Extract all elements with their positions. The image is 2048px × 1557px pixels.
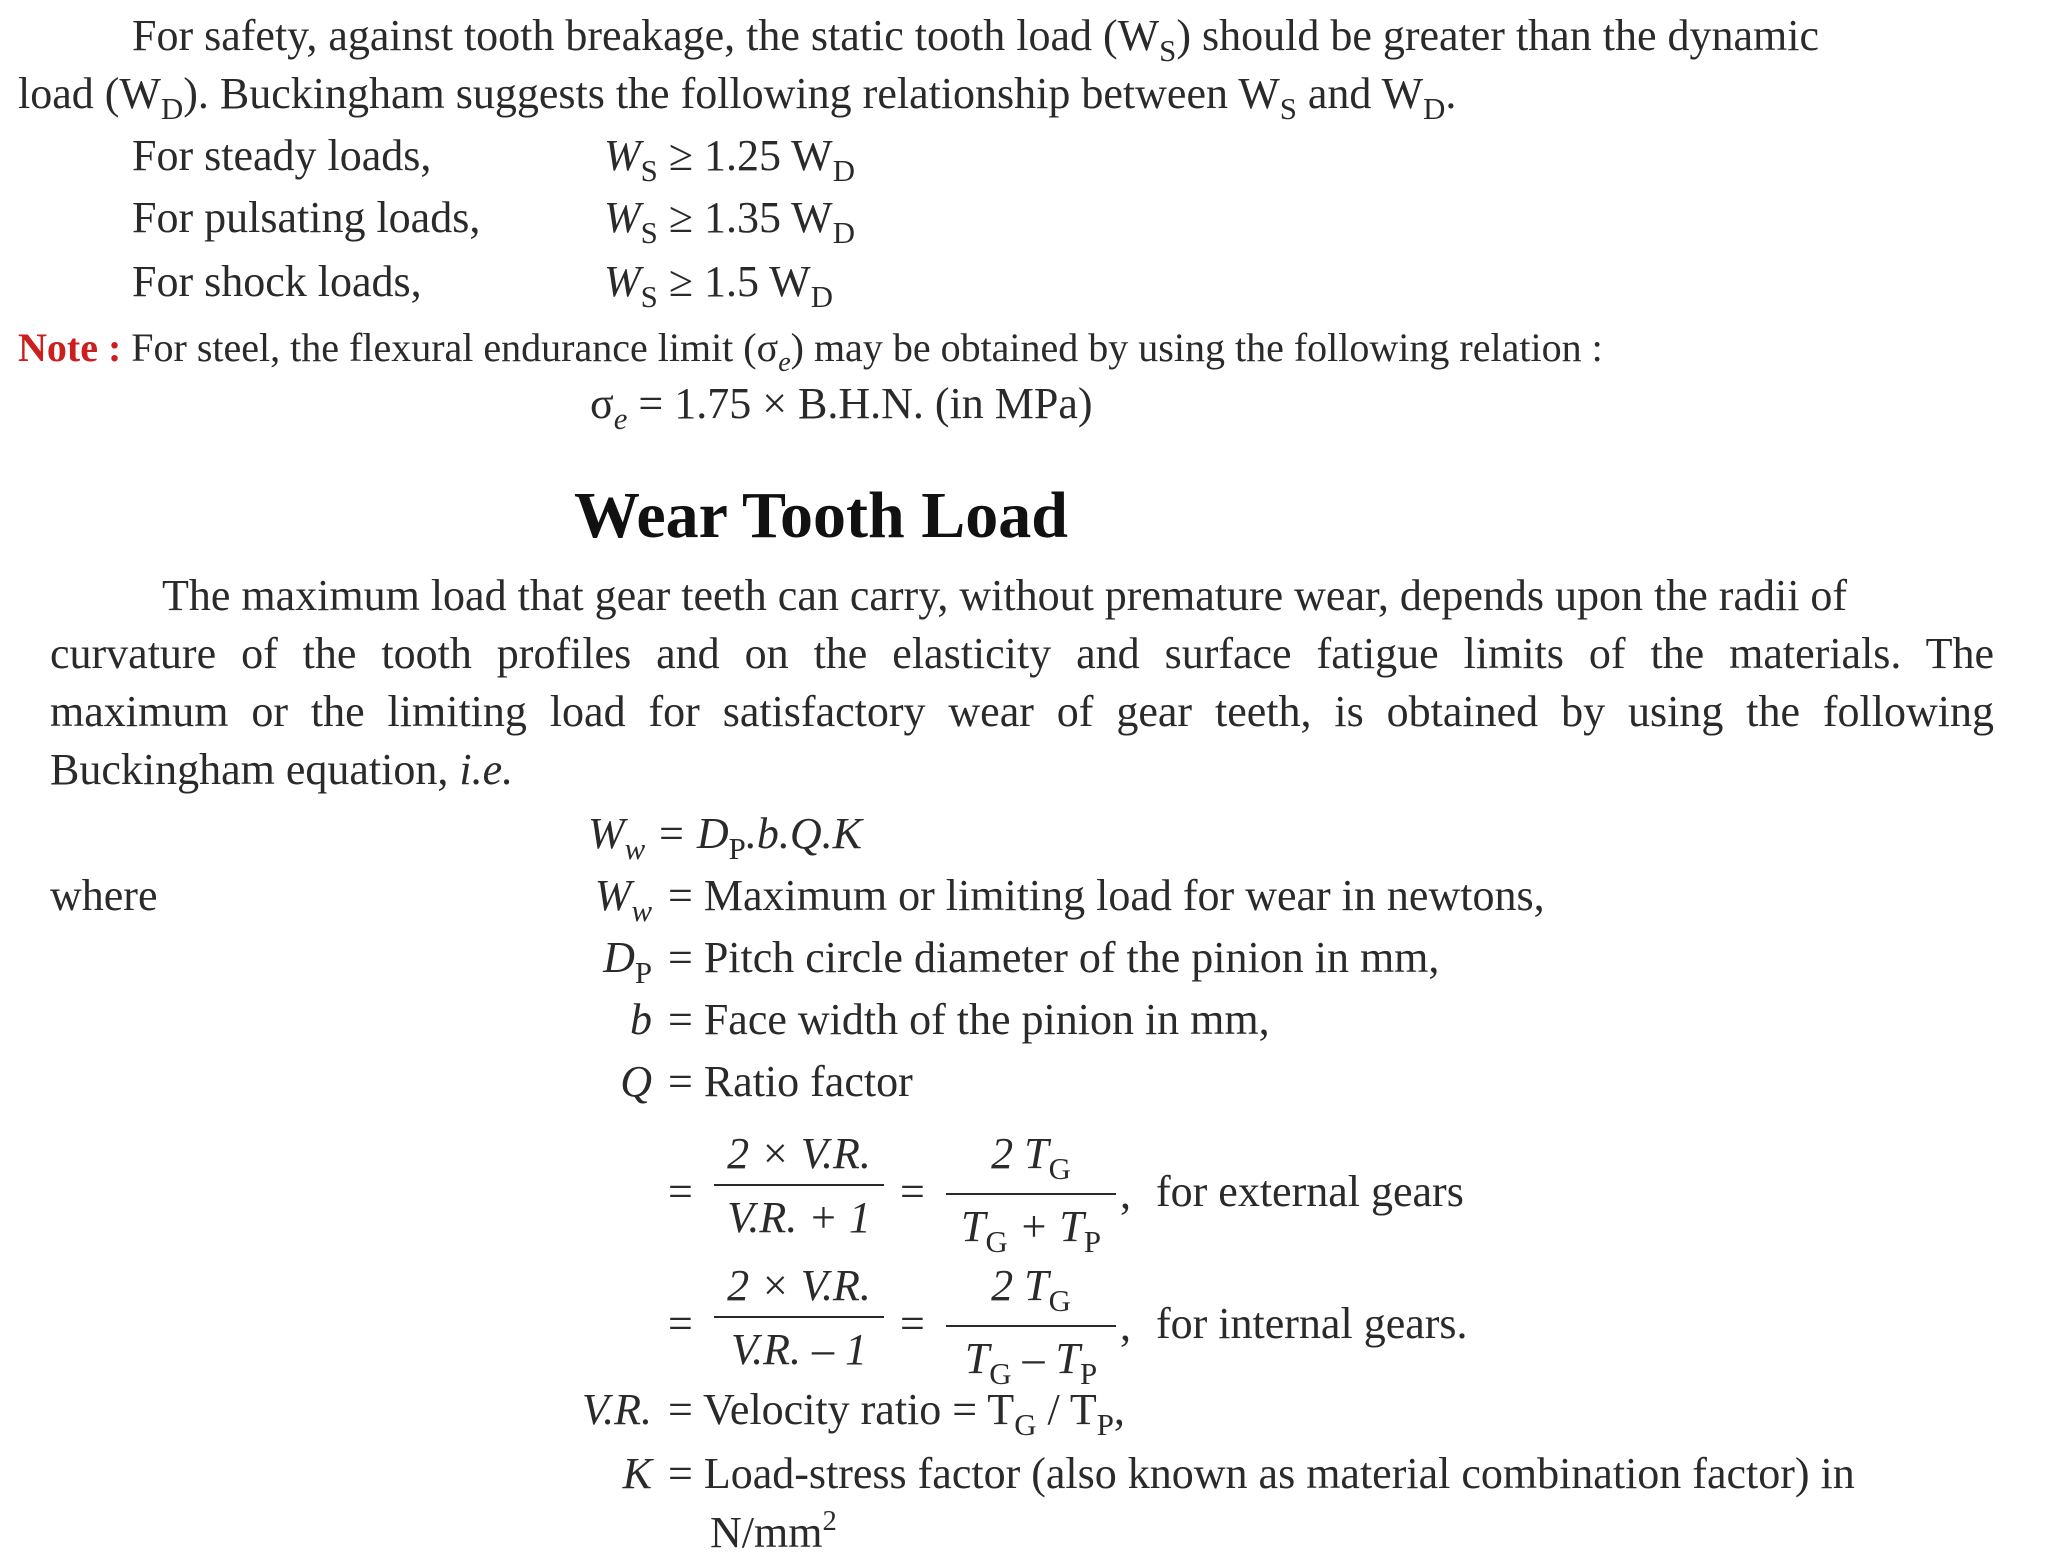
def-text-k: = Load-stress factor (also known as material combination factor) in: [668, 1449, 1855, 1498]
equation-text: = D: [656, 809, 729, 858]
symbol: σ: [590, 379, 614, 428]
internal-fraction-vr: [714, 1261, 884, 1374]
load-label-shock: For shock loads,: [132, 257, 422, 306]
numerator-text: 2 T: [991, 1261, 1049, 1310]
fraction-bar: [946, 1325, 1116, 1327]
subscript: D: [810, 279, 833, 314]
def-symbol-k: [588, 1449, 652, 1498]
load-eq-shock: [604, 257, 833, 314]
paragraph-text: Buckingham equation,: [50, 745, 460, 794]
def-text-dp: = Pitch circle diameter of the pinion in mm,: [668, 933, 1440, 982]
numerator: [946, 1129, 1116, 1186]
subscript: w: [624, 831, 646, 866]
numerator: [946, 1261, 1116, 1318]
intro-text: .: [1445, 69, 1457, 118]
denominator: [946, 1201, 1116, 1259]
symbol: V.R.: [581, 1385, 652, 1434]
paragraph-line-4: [50, 745, 514, 794]
unit-text: N/mm: [710, 1508, 823, 1557]
subscript: S: [640, 215, 658, 250]
fraction-bar: [946, 1193, 1116, 1195]
fraction-bar: [714, 1316, 884, 1318]
def-symbol-q: [588, 1057, 652, 1106]
subscript: D: [160, 91, 184, 126]
numerator: 2 × V.R.: [727, 1129, 871, 1178]
fraction-bar: [714, 1184, 884, 1186]
section-heading: Wear Tooth Load: [574, 479, 1068, 552]
equation-text: = 1.75 × B.H.N. (in MPa): [627, 379, 1093, 428]
numerator-text: 2 T: [991, 1129, 1049, 1178]
external-comma: ,: [1120, 1169, 1131, 1218]
where-label: where: [50, 871, 158, 920]
symbol: b: [630, 995, 652, 1044]
equation-text: .b.Q.K: [745, 809, 862, 858]
subscript: G: [1048, 1151, 1071, 1186]
symbol: W: [604, 257, 641, 306]
relation: ≥ 1.25 W: [657, 131, 833, 180]
load-eq-steady: [604, 131, 855, 188]
intro-line-1: [132, 11, 1819, 68]
subscript: D: [832, 153, 855, 188]
subscript: w: [631, 893, 652, 928]
symbol: D: [603, 933, 635, 982]
symbol: W: [594, 871, 632, 920]
numerator: 2 × V.R.: [727, 1261, 871, 1310]
subscript: P: [1096, 1407, 1114, 1442]
subscript: S: [640, 153, 658, 188]
symbol: Q: [620, 1057, 652, 1106]
definition-text: / T: [1036, 1385, 1097, 1434]
def-text-ww: = Maximum or limiting load for wear in newtons,: [668, 871, 1545, 920]
def-symbol-vr: [560, 1385, 652, 1434]
subscript: S: [1159, 33, 1177, 68]
subscript: P: [1080, 1356, 1098, 1391]
definition-text: ,: [1113, 1385, 1125, 1434]
subscript: G: [985, 1224, 1008, 1259]
relation: ≥ 1.5 W: [657, 257, 811, 306]
subscript: G: [1048, 1283, 1071, 1318]
intro-text: ). Buckingham suggests the following relationship between W: [183, 69, 1280, 118]
subscript: P: [728, 831, 746, 866]
denominator: V.R. – 1: [730, 1325, 868, 1374]
internal-equals-2: =: [900, 1299, 925, 1348]
external-equals: =: [668, 1167, 693, 1216]
def-text-b: = Face width of the pinion in mm,: [668, 995, 1270, 1044]
external-equals-2: =: [900, 1167, 925, 1216]
note-text: For steel, the flexural endurance limit (σ: [131, 325, 779, 370]
subscript: P: [634, 955, 652, 990]
subscript: e: [778, 346, 791, 378]
denominator-text: – T: [1011, 1333, 1081, 1383]
superscript: 2: [822, 1506, 837, 1537]
paragraph-line-1: The maximum load that gear teeth can carry, without premature wear, depends upon the radii of: [162, 571, 1848, 620]
external-gears-label: for external gears: [1156, 1167, 1464, 1216]
intro-text: and W: [1296, 69, 1424, 118]
def-symbol-ww: [588, 871, 652, 928]
load-label-steady: For steady loads,: [132, 131, 432, 180]
paragraph-line-3: maximum or the limiting load for satisfactory wear of gear teeth, is obtained by using the following: [50, 687, 1994, 736]
internal-comma: ,: [1120, 1301, 1131, 1350]
def-text-vr: [668, 1385, 1125, 1442]
def-symbol-dp: [588, 933, 652, 990]
load-eq-pulsating: [604, 193, 855, 250]
denominator-text: T: [960, 1201, 986, 1251]
subscript: G: [989, 1356, 1012, 1391]
note-line: [18, 325, 1603, 378]
load-label-pulsating: For pulsating loads,: [132, 193, 481, 242]
subscript: D: [832, 215, 855, 250]
note-text: ) may be obtained by using the following relation :: [790, 325, 1603, 370]
external-fraction-vr: [714, 1129, 884, 1242]
paragraph-line-2: curvature of the tooth profiles and on the elasticity and surface fatigue limits of the materials. The: [50, 629, 1994, 678]
internal-equals: =: [668, 1299, 693, 1348]
internal-gears-label: for internal gears.: [1156, 1299, 1468, 1348]
external-fraction-teeth: [946, 1129, 1116, 1259]
denominator-text: + T: [1007, 1201, 1084, 1251]
def-text-q: = Ratio factor: [668, 1057, 913, 1106]
symbol: W: [588, 809, 625, 858]
ie-text: i.e.: [459, 745, 514, 794]
denominator: [946, 1333, 1116, 1391]
main-equation: [588, 809, 862, 866]
intro-text: load (W: [18, 69, 161, 118]
symbol: W: [604, 193, 641, 242]
endurance-equation: [590, 379, 1093, 436]
denominator: V.R. + 1: [727, 1193, 871, 1242]
def-symbol-b: [588, 995, 652, 1044]
symbol: W: [604, 131, 641, 180]
intro-text: ) should be greater than the dynamic: [1176, 11, 1819, 60]
subscript: P: [1083, 1224, 1102, 1259]
denominator-text: T: [964, 1333, 990, 1383]
subscript: e: [613, 401, 628, 436]
relation: ≥ 1.35 W: [657, 193, 833, 242]
subscript: D: [1423, 91, 1446, 126]
definition-text: = Velocity ratio = T: [668, 1385, 1015, 1434]
subscript: G: [1014, 1407, 1037, 1442]
k-unit: [710, 1508, 837, 1555]
subscript: S: [640, 279, 658, 314]
intro-line-2: [18, 69, 1457, 126]
internal-fraction-teeth: [946, 1261, 1116, 1391]
intro-text: For safety, against tooth breakage, the static tooth load (W: [132, 11, 1160, 60]
subscript: S: [1279, 91, 1297, 126]
note-label: Note :: [18, 325, 122, 370]
symbol: K: [622, 1449, 652, 1498]
